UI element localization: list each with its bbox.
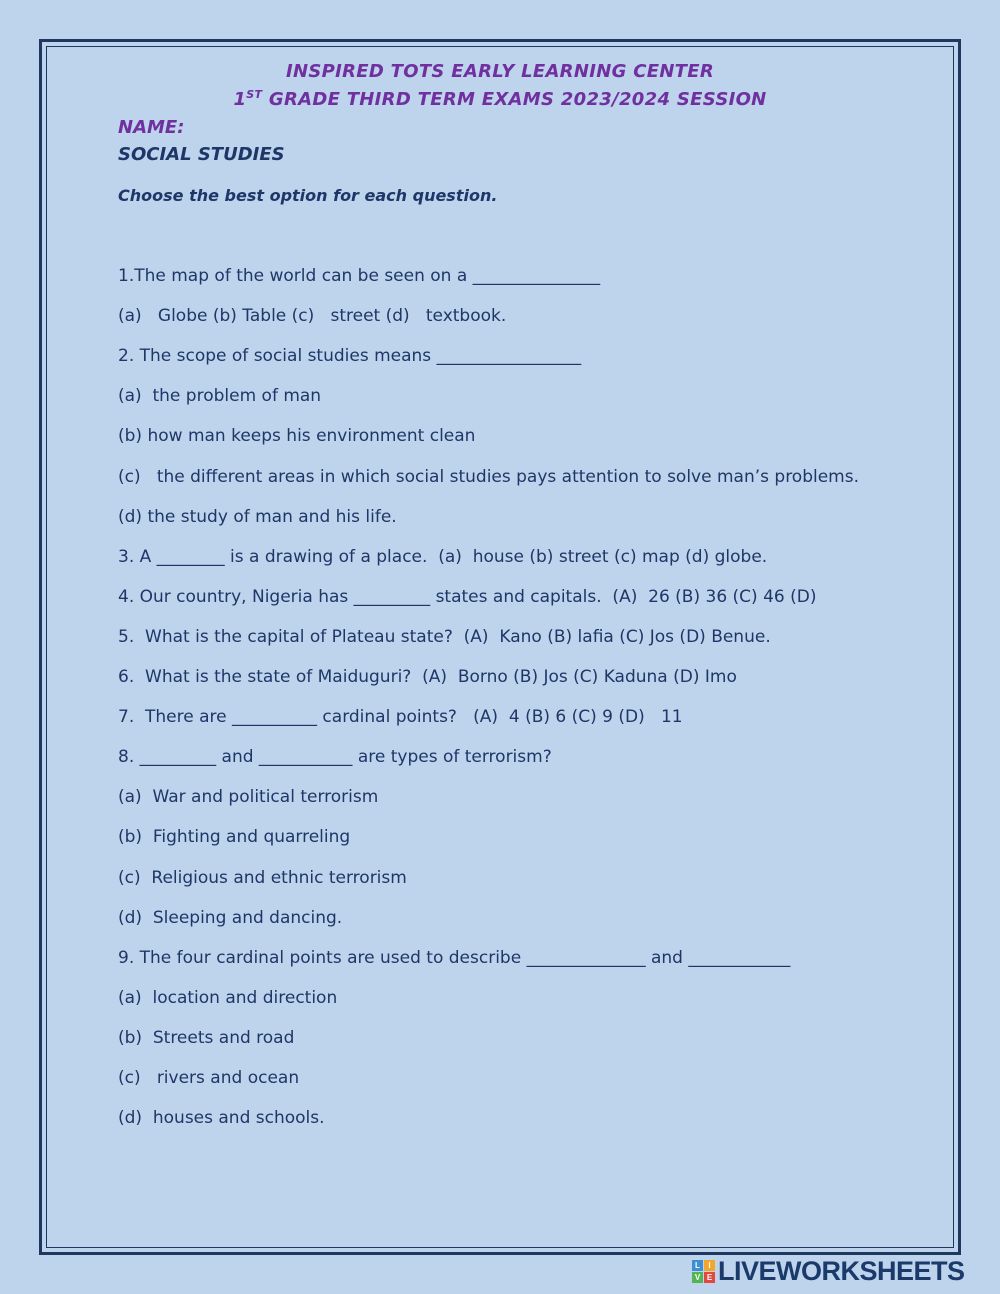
- grade-number: 1: [233, 89, 247, 110]
- question-line: 3. A ________ is a drawing of a place. (a) house (b) street (c) map (d) globe.: [118, 546, 768, 567]
- exam-title: [0, 88, 1000, 110]
- question-line: (c) Religious and ethnic terrorism: [118, 867, 407, 888]
- question-line: 5. What is the capital of Plateau state? (A) Kano (B) lafia (C) Jos (D) Benue.: [118, 626, 771, 647]
- logo-letter: L: [692, 1260, 703, 1271]
- name-label: NAME:: [118, 117, 185, 138]
- question-line: 7. There are __________ cardinal points? (A) 4 (B) 6 (C) 9 (D) 11: [118, 707, 683, 728]
- question-line: 2. The scope of social studies means _________________: [118, 346, 582, 367]
- question-line: (d) houses and schools.: [118, 1108, 325, 1129]
- question-line: (b) Streets and road: [118, 1027, 295, 1048]
- logo-letter: E: [704, 1272, 715, 1283]
- question-line: (a) the problem of man: [118, 386, 322, 407]
- question-line: (c) rivers and ocean: [118, 1068, 300, 1088]
- question-line: (d) the study of man and his life.: [118, 506, 397, 527]
- school-title: INSPIRED TOTS EARLY LEARNING CENTER: [285, 61, 715, 82]
- logo-letter: V: [692, 1272, 703, 1283]
- liveworksheets-logo-icon: [692, 1260, 715, 1283]
- grade-suffix: ST: [246, 88, 263, 101]
- question-line: 6. What is the state of Maiduguri? (A) Borno (B) Jos (C) Kaduna (D) Imo: [118, 667, 737, 687]
- question-line: 4. Our country, Nigeria has _________ states and capitals. (A) 26 (B) 36 (C) 46 (D): [118, 586, 817, 607]
- question-line: (a) War and political terrorism: [118, 787, 379, 808]
- question-line: (d) Sleeping and dancing.: [118, 907, 343, 928]
- question-line: (b) Fighting and quarreling: [118, 827, 351, 848]
- logo-letter: I: [704, 1260, 715, 1271]
- question-line: 8. _________ and ___________ are types of terrorism?: [118, 747, 552, 768]
- question-line: 1.The map of the world can be seen on a _______________: [118, 266, 601, 286]
- question-line: (a) Globe (b) Table (c) street (d) textbook.: [118, 306, 507, 327]
- liveworksheets-brand: [692, 1256, 965, 1286]
- subject-title: SOCIAL STUDIES: [118, 144, 285, 165]
- question-line: 9. The four cardinal points are used to describe ______________ and ____________: [118, 947, 791, 968]
- question-line: (b) how man keeps his environment clean: [118, 426, 476, 447]
- question-line: (a) location and direction: [118, 987, 338, 1008]
- question-line: (c) the different areas in which social studies pays attention to solve man’s problems.: [118, 466, 860, 487]
- exam-title-rest: GRADE THIRD TERM EXAMS 2023/2024 SESSION: [262, 89, 767, 110]
- liveworksheets-text: LIVEWORKSHEETS: [718, 1255, 965, 1286]
- instruction-text: Choose the best option for each question.: [118, 186, 498, 205]
